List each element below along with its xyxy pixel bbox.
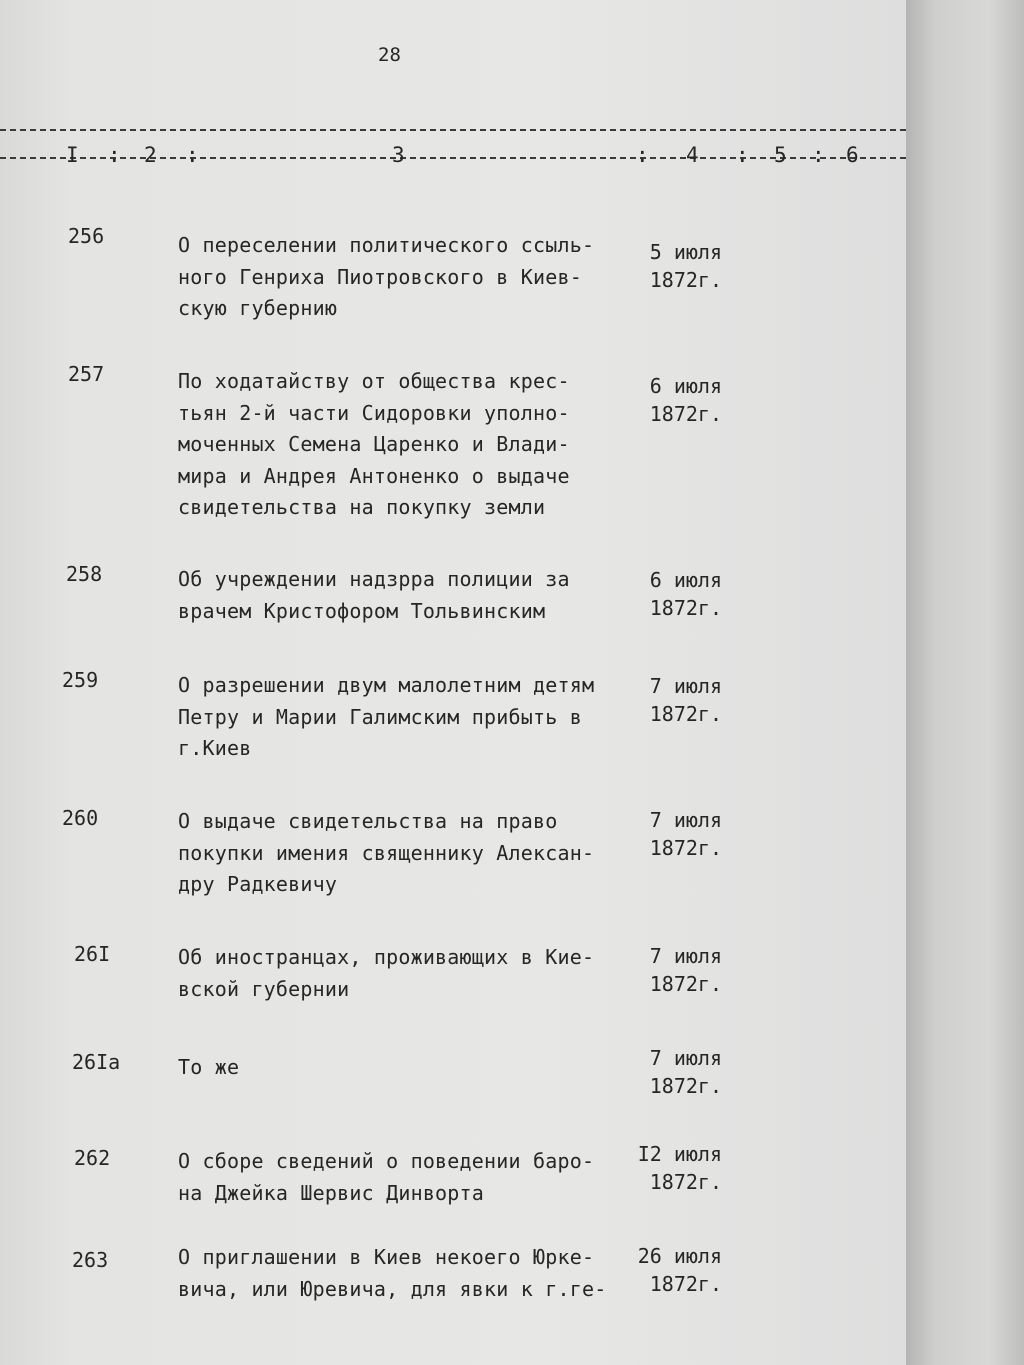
entry-title-line: тьян 2-й части Сидоровки уполно-	[178, 400, 570, 425]
entry-date-day: I2 июля	[637, 1142, 722, 1166]
column-separator: :	[636, 143, 649, 167]
entry-date-year: 1872г.	[649, 596, 722, 620]
entry-date	[632, 672, 722, 728]
entry-number: 262	[74, 1146, 111, 1170]
entry-number: 26Iа	[72, 1050, 121, 1074]
entry-title	[178, 1242, 628, 1305]
page-edge-background	[906, 0, 1024, 1365]
entry-date-day: 5 июля	[649, 240, 722, 264]
entry-title-line: моченных Семена Царенко и Влади-	[178, 432, 570, 456]
entry-date-day: 6 июля	[649, 568, 722, 592]
entry-date	[632, 1140, 722, 1196]
entry-date-year: 1872г.	[649, 1272, 722, 1296]
entry-title	[178, 942, 628, 1005]
entry-date	[632, 1242, 722, 1298]
entry-date-day: 6 июля	[649, 374, 722, 398]
entry-title	[178, 806, 628, 901]
column-separator: :	[812, 143, 825, 167]
entry-title	[178, 564, 628, 627]
header-rule-bottom	[0, 157, 906, 159]
entry-date-day: 7 июля	[649, 674, 722, 698]
entry-title-line: О переселении политического ссыль-	[178, 233, 595, 257]
column-header-4: 4	[686, 143, 699, 167]
entry-title	[178, 230, 628, 325]
entry-date-year: 1872г.	[649, 972, 722, 996]
entry-date-year: 1872г.	[649, 1074, 722, 1098]
entry-title-line: свидетельства на покупку земли	[178, 495, 546, 519]
entry-title-line: О сборе сведений о поведении баро-	[178, 1149, 595, 1173]
entry-title-line: Об учреждении надзрра полиции за	[178, 567, 570, 591]
entry-date	[632, 566, 722, 622]
entry-number: 257	[68, 362, 105, 386]
entry-date	[632, 372, 722, 428]
entry-number: 26I	[74, 942, 111, 966]
entry-title	[178, 1052, 628, 1084]
entry-title-line: мира и Андрея Антоненко о выдаче	[178, 463, 570, 488]
entry-title-line: О выдаче свидетельства на право	[178, 809, 558, 833]
entry-number: 259	[62, 668, 99, 692]
entry-date	[632, 942, 722, 998]
entry-title-line: вской губернии	[178, 976, 350, 1001]
entry-date-day: 26 июля	[637, 1244, 722, 1268]
entry-title-line: г.Киев	[178, 736, 252, 760]
entry-title-line: покупки имения священнику Алексан-	[178, 840, 595, 865]
entry-date-day: 7 июля	[649, 1046, 722, 1070]
column-separator: :	[108, 143, 121, 167]
column-header-6: 6	[846, 143, 859, 167]
entry-title-line: Петру и Марии Галимским прибыть в	[178, 704, 582, 729]
entry-title-line: То же	[178, 1055, 240, 1079]
entry-date-year: 1872г.	[649, 402, 722, 426]
entry-title-line: Об иностранцах, проживающих в Кие-	[178, 945, 595, 969]
entry-title-line: врачем Кристофором Тольвинским	[178, 598, 546, 623]
column-header-5: 5	[774, 143, 787, 167]
entry-title-line: дру Радкевичу	[178, 872, 338, 896]
entry-date-year: 1872г.	[649, 268, 722, 292]
entry-title	[178, 670, 628, 765]
entry-title-line: вича, или Юревича, для явки к г.ге-	[178, 1276, 607, 1301]
entry-title-line: ного Генриха Пиотровского в Киев-	[178, 264, 582, 289]
entry-date	[632, 806, 722, 862]
column-header-1: I	[66, 143, 79, 167]
entry-date-day: 7 июля	[649, 944, 722, 968]
entry-date-year: 1872г.	[649, 836, 722, 860]
entry-title	[178, 1146, 628, 1209]
column-header-2: 2	[144, 143, 157, 167]
entry-number: 258	[66, 562, 103, 586]
entry-date-year: 1872г.	[649, 702, 722, 726]
entry-title-line: О приглашении в Киев некоего Юрке-	[178, 1245, 595, 1269]
header-rule-top	[0, 129, 906, 131]
entry-date	[632, 1044, 722, 1100]
entry-date-year: 1872г.	[649, 1170, 722, 1194]
column-header-3: 3	[392, 143, 405, 167]
entry-title-line: скую губернию	[178, 296, 338, 320]
entry-number: 260	[62, 806, 99, 830]
entry-title-line: О разрешении двум малолетним детям	[178, 673, 595, 697]
entry-title-line: По ходатайству от общества крес-	[178, 369, 570, 393]
entry-date-day: 7 июля	[649, 808, 722, 832]
column-separator: :	[186, 143, 199, 167]
entry-title	[178, 366, 628, 524]
entry-number: 263	[72, 1248, 109, 1272]
column-separator: :	[736, 143, 749, 167]
entry-number: 256	[68, 224, 105, 248]
entry-title-line: на Джейка Шервис Динворта	[178, 1180, 485, 1205]
entry-date	[632, 238, 722, 294]
page-number: 28	[378, 44, 401, 66]
